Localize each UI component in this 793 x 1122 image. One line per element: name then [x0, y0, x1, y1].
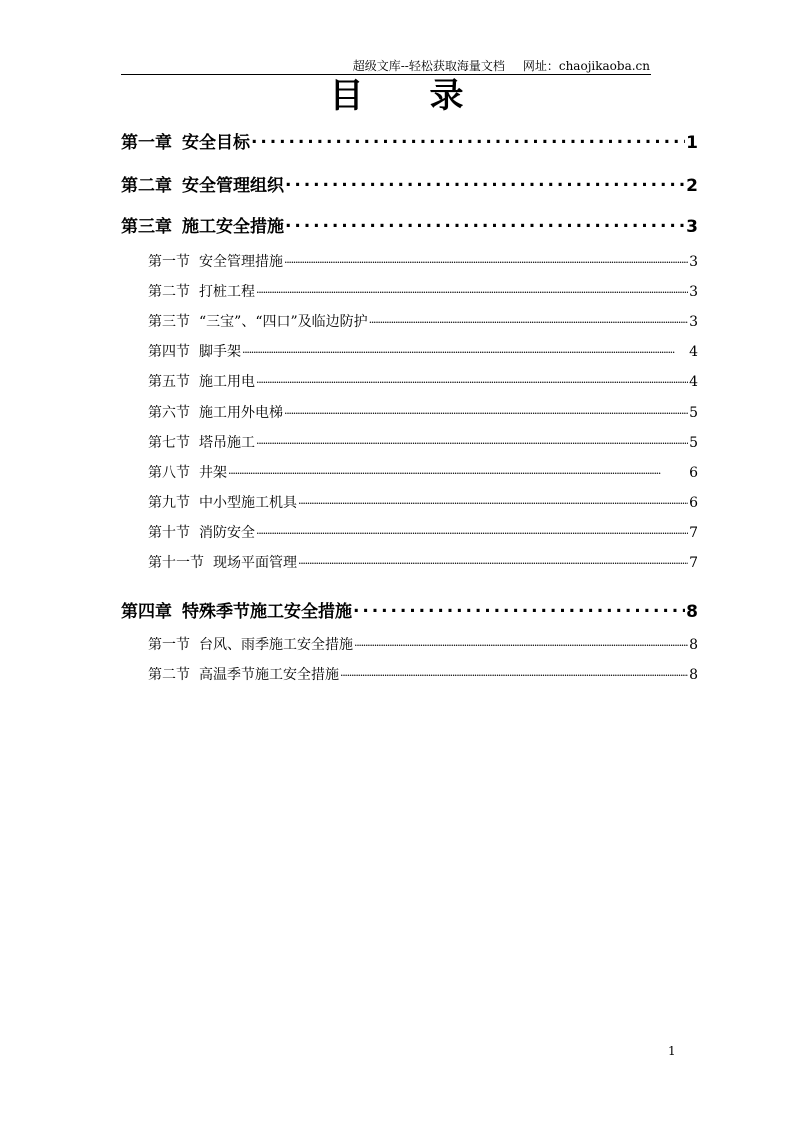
- section-title: “三宝”、“四口”及临边防护: [199, 314, 368, 331]
- toc-section-entry[interactable]: [148, 341, 698, 361]
- section-number: 第四节: [148, 344, 190, 361]
- section-number: 第十一节: [148, 555, 204, 571]
- section-page-number: 8: [689, 667, 698, 684]
- dot-leader: [285, 215, 685, 232]
- toc-section-entry[interactable]: [148, 432, 698, 452]
- dot-leader: [369, 312, 688, 326]
- section-number: 第六节: [148, 404, 190, 421]
- section-page-number: 7: [689, 555, 698, 571]
- dot-leader: [284, 252, 688, 266]
- chapter-title: 安全管理组织: [182, 176, 284, 196]
- chapter-number: 第一章: [121, 133, 172, 153]
- chapter-page-number: 2: [686, 176, 698, 196]
- dot-leader: [256, 372, 688, 386]
- chapter-title: 施工安全措施: [182, 217, 284, 237]
- section-number: 第二节: [148, 284, 190, 301]
- section-page-number: 3: [689, 314, 698, 331]
- toc-chapter-entry[interactable]: [121, 128, 698, 153]
- section-title: 中小型施工机具: [199, 494, 297, 511]
- header-url[interactable]: 网址：chaojikaoba.cn: [522, 59, 650, 73]
- section-title: 打桩工程: [199, 284, 255, 301]
- dot-leader: [298, 493, 688, 507]
- dot-leader: [242, 342, 688, 356]
- dot-leader: [228, 463, 688, 477]
- page-header: [121, 57, 650, 74]
- page-number: 1: [668, 1044, 676, 1058]
- chapter-number: 第二章: [121, 176, 172, 196]
- section-title: 消防安全: [199, 524, 255, 541]
- section-page-number: 8: [689, 637, 698, 653]
- dot-leader: [284, 403, 688, 417]
- chapter-title: 特殊季节施工安全措施: [182, 602, 352, 622]
- section-title: 施工用电: [199, 374, 255, 391]
- section-page-number: 6: [689, 494, 698, 511]
- dot-leader: [340, 665, 688, 679]
- dot-leader: [256, 282, 688, 296]
- section-number: 第二节: [148, 667, 190, 684]
- dot-leader: [298, 553, 688, 567]
- section-title: 台风、雨季施工安全措施: [199, 637, 353, 653]
- header-site-name: 超级文库--轻松获取海量文档: [352, 59, 505, 73]
- section-page-number: 5: [689, 434, 698, 451]
- section-title: 施工用外电梯: [199, 404, 283, 421]
- section-page-number: 3: [689, 284, 698, 301]
- section-page-number: 3: [689, 254, 698, 270]
- toc-chapter-entry[interactable]: [121, 212, 698, 237]
- section-number: 第五节: [148, 374, 190, 391]
- section-title: 安全管理措施: [199, 254, 283, 270]
- section-page-number: 4: [689, 344, 698, 361]
- dot-leader: [353, 600, 685, 617]
- toc-section-entry[interactable]: [148, 552, 698, 572]
- dot-leader: [285, 174, 685, 191]
- chapter-page-number: 8: [686, 602, 698, 622]
- dot-leader: [354, 635, 688, 649]
- section-number: 第十节: [148, 524, 190, 541]
- section-number: 第三节: [148, 314, 190, 331]
- section-number: 第一节: [148, 254, 190, 270]
- section-page-number: 5: [689, 404, 698, 421]
- toc-section-entry[interactable]: [148, 281, 698, 301]
- section-page-number: 6: [689, 464, 698, 481]
- chapter-page-number: 3: [686, 217, 698, 237]
- dot-leader: [251, 131, 685, 148]
- dot-leader: [256, 433, 688, 447]
- toc-section-entry[interactable]: [148, 371, 698, 391]
- toc-chapter-entry[interactable]: [121, 171, 698, 196]
- toc-section-entry[interactable]: [148, 462, 698, 482]
- chapter-title: 安全目标: [182, 133, 250, 153]
- section-title: 高温季节施工安全措施: [199, 667, 339, 684]
- chapter-number: 第三章: [121, 217, 172, 237]
- chapter-number: 第四章: [121, 602, 172, 622]
- section-page-number: 7: [689, 524, 698, 541]
- section-number: 第九节: [148, 494, 190, 511]
- toc-section-entry[interactable]: [148, 311, 698, 331]
- toc-section-entry[interactable]: [148, 251, 698, 271]
- section-title: 脚手架: [199, 344, 241, 361]
- chapter-page-number: 1: [686, 133, 698, 153]
- section-title: 井架: [199, 464, 227, 481]
- toc-section-entry[interactable]: [148, 634, 698, 654]
- section-title: 现场平面管理: [213, 555, 297, 571]
- section-number: 第一节: [148, 637, 190, 653]
- toc-chapter-entry[interactable]: [121, 597, 698, 622]
- toc-title: 目录: [329, 76, 530, 116]
- toc-section-entry[interactable]: [148, 402, 698, 422]
- section-number: 第八节: [148, 464, 190, 481]
- section-page-number: 4: [689, 374, 698, 391]
- section-title: 塔吊施工: [199, 434, 255, 451]
- section-number: 第七节: [148, 434, 190, 451]
- toc-section-entry[interactable]: [148, 664, 698, 684]
- toc-section-entry[interactable]: [148, 492, 698, 512]
- dot-leader: [256, 523, 688, 537]
- toc-section-entry[interactable]: [148, 522, 698, 542]
